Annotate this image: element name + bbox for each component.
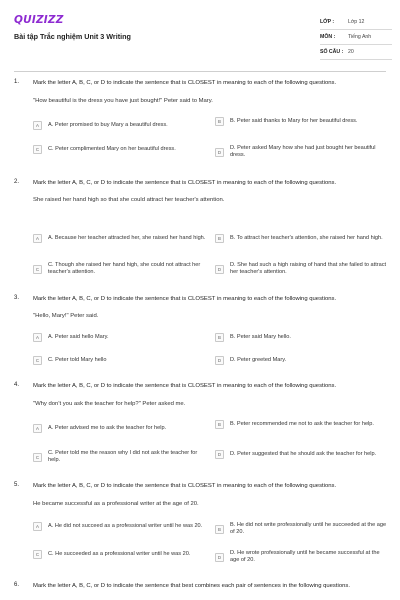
option-text: C. Peter told me the reason why I did not ask the teacher for help. xyxy=(48,450,198,463)
worksheet-header xyxy=(0,0,400,62)
option-text: C. Though she raised her hand high, she could not attract her teacher's attention. xyxy=(48,262,201,275)
option-text: B. Peter said Mary hello. xyxy=(230,334,291,340)
option-letter-box: B xyxy=(215,525,224,534)
answer-option-d[interactable] xyxy=(215,550,395,564)
option-letter-box: B xyxy=(215,117,224,126)
option-letter-box: B xyxy=(215,333,224,342)
question-instruction: Mark the letter A, B, C, or D to indicate the sentence that is CLOSEST in meaning to each of the following questions. xyxy=(33,180,337,186)
option-letter-box: D xyxy=(215,148,224,157)
question-prompt: She raised her hand high so that she could attract her teacher's attention. xyxy=(33,197,225,203)
answer-option-c[interactable] xyxy=(33,145,213,154)
option-text: B. Peter said thanks to Mary for her beautiful dress. xyxy=(230,118,358,124)
answer-option-d[interactable] xyxy=(215,145,395,159)
option-letter-box: C xyxy=(33,356,42,365)
option-text: C. Peter complimented Mary on her beautiful dress. xyxy=(48,146,176,152)
question-prompt: "How beautiful is the dress you have just bought!" Peter said to Mary. xyxy=(33,98,213,104)
answer-option-c[interactable] xyxy=(33,356,213,365)
question-5 xyxy=(14,482,386,570)
meta-row-subject xyxy=(320,30,392,45)
header-divider xyxy=(14,71,386,72)
option-text: B. Peter recommended me not to ask the teacher for help. xyxy=(230,421,374,427)
question-instruction: Mark the letter A, B, C, or D to indicate the sentence that is CLOSEST in meaning to each of the following questions. xyxy=(33,483,337,489)
answer-option-b[interactable] xyxy=(215,234,395,243)
option-letter-box: A xyxy=(33,424,42,433)
meta-value: Tiếng Anh xyxy=(348,34,372,40)
answer-option-a[interactable] xyxy=(33,424,213,433)
option-letter-box: A xyxy=(33,522,42,531)
question-number: 1. xyxy=(14,79,20,85)
option-text: C. He succeeded as a professional writer until he was 20. xyxy=(48,551,191,557)
question-6 xyxy=(14,582,386,600)
option-text: D. Peter asked Mary how she had just bought her beautiful dress. xyxy=(230,145,376,158)
question-3 xyxy=(14,295,386,365)
option-letter-box: D xyxy=(215,356,224,365)
question-number: 6. xyxy=(14,582,20,588)
question-1 xyxy=(14,79,386,163)
question-instruction: Mark the letter A, B, C, or D to indicate the sentence that is CLOSEST in meaning to each of the following questions. xyxy=(33,80,337,86)
quizizz-logo: QUIZIZZ xyxy=(14,14,64,26)
meta-label: MÔN : xyxy=(320,34,336,40)
meta-label: LỚP : xyxy=(320,19,335,25)
meta-label: SỐ CÂU : xyxy=(320,49,344,55)
answer-option-a[interactable] xyxy=(33,121,213,130)
option-letter-box: A xyxy=(33,121,42,130)
option-letter-box: C xyxy=(33,145,42,154)
option-letter-box: D xyxy=(215,553,224,562)
option-letter-box: C xyxy=(33,453,42,462)
question-prompt: "Why don't you ask the teacher for help?" Peter asked me. xyxy=(33,401,186,407)
option-text: A. Because her teacher attracted her, she raised her hand high. xyxy=(48,235,206,241)
answer-option-a[interactable] xyxy=(33,333,213,342)
option-letter-box: B xyxy=(215,234,224,243)
question-instruction: Mark the letter A, B, C, or D to indicate the sentence that is CLOSEST in meaning to each of the following questions. xyxy=(33,383,337,389)
question-number: 3. xyxy=(14,295,20,301)
answer-option-a[interactable] xyxy=(33,234,213,243)
option-text: B. He did not write professionally until he succeeded at the age of 20. xyxy=(230,522,387,535)
question-number: 2. xyxy=(14,179,20,185)
question-instruction: Mark the letter A, B, C, or D to indicate the sentence that best combines each pair of sentences in the following questions. xyxy=(33,583,350,589)
option-text: D. Peter greeted Mary. xyxy=(230,357,287,363)
answer-option-d[interactable] xyxy=(215,450,395,459)
meta-value: 20 xyxy=(348,49,354,55)
question-2 xyxy=(14,179,386,283)
option-letter-box: B xyxy=(215,420,224,429)
question-number: 5. xyxy=(14,482,20,488)
option-letter-box: A xyxy=(33,333,42,342)
option-text: B. To attract her teacher's attention, she raised her hand high. xyxy=(230,235,383,241)
answer-option-d[interactable] xyxy=(215,356,395,365)
question-prompt: He became successful as a professional writer at the age of 20. xyxy=(33,501,199,507)
option-text: D. Peter suggested that he should ask the teacher for help. xyxy=(230,451,377,457)
option-text: C. Peter told Mary hello xyxy=(48,357,107,363)
option-text: A. Peter advised me to ask the teacher for help. xyxy=(48,425,167,431)
option-letter-box: C xyxy=(33,550,42,559)
question-number: 4. xyxy=(14,382,20,388)
option-letter-box: A xyxy=(33,234,42,243)
answer-option-b[interactable] xyxy=(215,117,395,126)
answer-option-b[interactable] xyxy=(215,420,395,429)
meta-row-question-count xyxy=(320,45,392,60)
question-4 xyxy=(14,382,386,468)
option-letter-box: D xyxy=(215,450,224,459)
option-letter-box: D xyxy=(215,265,224,274)
option-text: D. She had such a high raising of hand that she failed to attract her teacher's attention. xyxy=(230,262,387,275)
answer-option-b[interactable] xyxy=(215,522,395,536)
option-text: A. Peter promised to buy Mary a beautiful dress. xyxy=(48,122,168,128)
answer-option-d[interactable] xyxy=(215,262,395,276)
option-letter-box: C xyxy=(33,265,42,274)
worksheet-title: Bài tập Trắc nghiệm Unit 3 Writing xyxy=(14,32,131,41)
question-prompt: "Hello, Mary!" Peter said. xyxy=(33,313,99,319)
answer-option-c[interactable] xyxy=(33,262,213,276)
answer-option-c[interactable] xyxy=(33,450,213,464)
answer-option-c[interactable] xyxy=(33,550,213,559)
answer-option-b[interactable] xyxy=(215,333,395,342)
option-text: D. He wrote professionally until he became successful at the age of 20. xyxy=(230,550,380,563)
answer-option-a[interactable] xyxy=(33,522,213,531)
worksheet-meta xyxy=(320,15,392,60)
question-instruction: Mark the letter A, B, C, or D to indicate the sentence that is CLOSEST in meaning to each of the following questions. xyxy=(33,296,337,302)
option-text: A. He did not succeed as a professional writer until he was 20. xyxy=(48,523,203,529)
meta-value: Lớp 12 xyxy=(348,19,365,25)
option-text: A. Peter said hello Mary. xyxy=(48,334,109,340)
meta-row-grade xyxy=(320,15,392,30)
